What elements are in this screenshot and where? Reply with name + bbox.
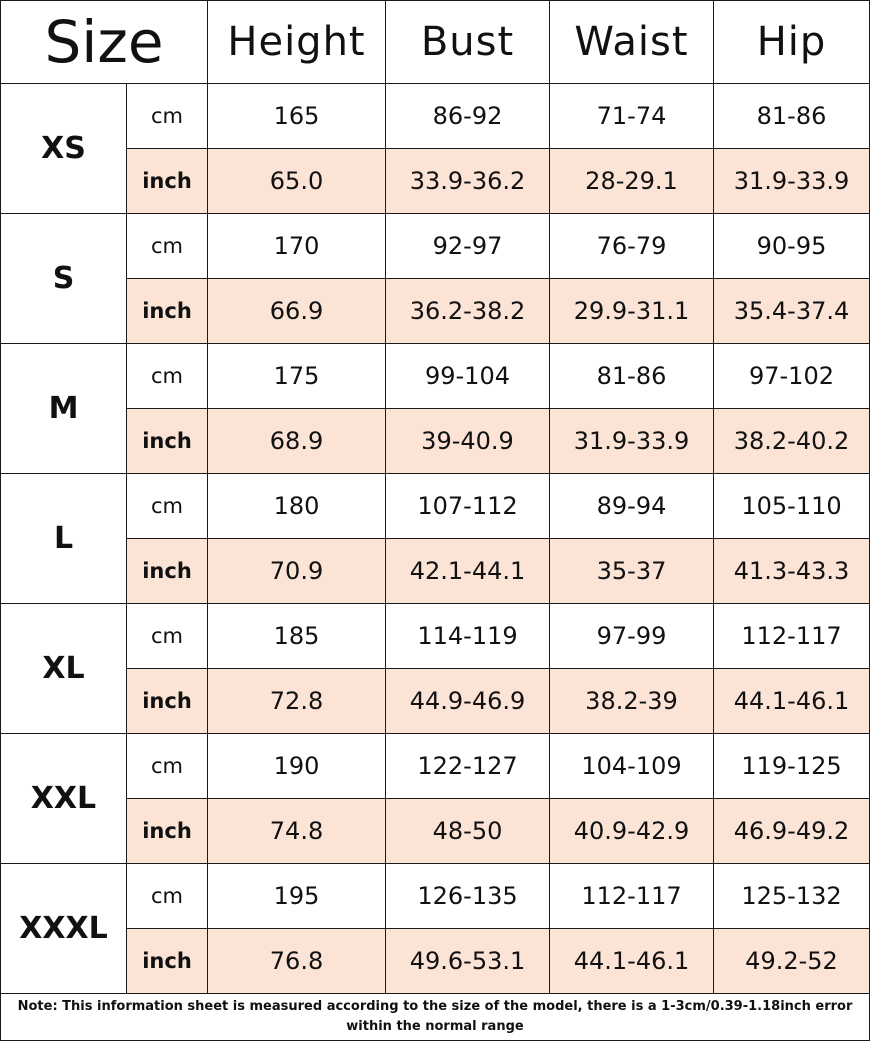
height-inch-cell: 68.9 <box>208 409 386 474</box>
waist-cm-cell: 104-109 <box>550 734 714 799</box>
hip-cm-cell: 97-102 <box>714 344 870 409</box>
hip-inch-cell: 44.1-46.1 <box>714 669 870 734</box>
waist-inch-cell: 28-29.1 <box>550 149 714 214</box>
waist-inch-cell: 35-37 <box>550 539 714 604</box>
bust-cm-cell: 126-135 <box>386 864 550 929</box>
hip-cm-cell: 112-117 <box>714 604 870 669</box>
header-waist: Waist <box>550 1 714 84</box>
height-inch-cell: 76.8 <box>208 929 386 994</box>
size-label: S <box>1 214 127 344</box>
unit-cm: cm <box>127 734 208 799</box>
size-label: XXXL <box>1 864 127 994</box>
table-row-cm <box>1 734 870 799</box>
bust-cm-cell: 107-112 <box>386 474 550 539</box>
hip-inch-cell: 31.9-33.9 <box>714 149 870 214</box>
unit-cm: cm <box>127 864 208 929</box>
bust-inch-cell: 39-40.9 <box>386 409 550 474</box>
waist-inch-cell: 31.9-33.9 <box>550 409 714 474</box>
header-height: Height <box>208 1 386 84</box>
hip-cm-cell: 81-86 <box>714 84 870 149</box>
table-row-cm <box>1 604 870 669</box>
bust-inch-cell: 42.1-44.1 <box>386 539 550 604</box>
unit-inch: inch <box>127 149 208 214</box>
hip-cm-cell: 105-110 <box>714 474 870 539</box>
unit-inch: inch <box>127 539 208 604</box>
waist-inch-cell: 40.9-42.9 <box>550 799 714 864</box>
header-bust: Bust <box>386 1 550 84</box>
bust-cm-cell: 122-127 <box>386 734 550 799</box>
table-row-inch <box>1 279 870 344</box>
hip-cm-cell: 119-125 <box>714 734 870 799</box>
height-inch-cell: 70.9 <box>208 539 386 604</box>
waist-inch-cell: 29.9-31.1 <box>550 279 714 344</box>
bust-inch-cell: 49.6-53.1 <box>386 929 550 994</box>
size-label: L <box>1 474 127 604</box>
table-row-cm <box>1 864 870 929</box>
unit-inch: inch <box>127 929 208 994</box>
height-cm-cell: 175 <box>208 344 386 409</box>
waist-cm-cell: 81-86 <box>550 344 714 409</box>
waist-cm-cell: 89-94 <box>550 474 714 539</box>
hip-inch-cell: 49.2-52 <box>714 929 870 994</box>
measurement-note: Note: This information sheet is measured according to the size of the model, there is a 1-3cm/0.39-1.18inch error within the normal range <box>1 994 870 1041</box>
waist-cm-cell: 97-99 <box>550 604 714 669</box>
table-row-cm <box>1 474 870 539</box>
table-row-cm <box>1 84 870 149</box>
header-hip: Hip <box>714 1 870 84</box>
note-row <box>1 994 870 1041</box>
table-row-inch <box>1 929 870 994</box>
waist-cm-cell: 76-79 <box>550 214 714 279</box>
height-inch-cell: 66.9 <box>208 279 386 344</box>
unit-cm: cm <box>127 214 208 279</box>
height-inch-cell: 72.8 <box>208 669 386 734</box>
unit-inch: inch <box>127 409 208 474</box>
unit-cm: cm <box>127 604 208 669</box>
height-cm-cell: 170 <box>208 214 386 279</box>
bust-inch-cell: 33.9-36.2 <box>386 149 550 214</box>
unit-cm: cm <box>127 474 208 539</box>
unit-inch: inch <box>127 279 208 344</box>
hip-inch-cell: 41.3-43.3 <box>714 539 870 604</box>
size-label: M <box>1 344 127 474</box>
waist-cm-cell: 112-117 <box>550 864 714 929</box>
hip-inch-cell: 38.2-40.2 <box>714 409 870 474</box>
table-row-cm <box>1 344 870 409</box>
unit-cm: cm <box>127 344 208 409</box>
height-cm-cell: 180 <box>208 474 386 539</box>
header-row <box>1 1 870 84</box>
height-cm-cell: 165 <box>208 84 386 149</box>
header-size: Size <box>1 1 208 84</box>
size-label: XXL <box>1 734 127 864</box>
waist-inch-cell: 44.1-46.1 <box>550 929 714 994</box>
bust-inch-cell: 44.9-46.9 <box>386 669 550 734</box>
height-cm-cell: 195 <box>208 864 386 929</box>
table-body <box>1 84 870 994</box>
size-label: XS <box>1 84 127 214</box>
size-label: XL <box>1 604 127 734</box>
table-row-inch <box>1 149 870 214</box>
height-cm-cell: 190 <box>208 734 386 799</box>
unit-inch: inch <box>127 799 208 864</box>
bust-cm-cell: 114-119 <box>386 604 550 669</box>
table-row-inch <box>1 409 870 474</box>
unit-inch: inch <box>127 669 208 734</box>
bust-cm-cell: 99-104 <box>386 344 550 409</box>
hip-inch-cell: 46.9-49.2 <box>714 799 870 864</box>
unit-cm: cm <box>127 84 208 149</box>
height-inch-cell: 74.8 <box>208 799 386 864</box>
height-cm-cell: 185 <box>208 604 386 669</box>
bust-inch-cell: 36.2-38.2 <box>386 279 550 344</box>
hip-cm-cell: 125-132 <box>714 864 870 929</box>
table-row-cm <box>1 214 870 279</box>
table-row-inch <box>1 799 870 864</box>
table-row-inch <box>1 539 870 604</box>
height-inch-cell: 65.0 <box>208 149 386 214</box>
bust-cm-cell: 92-97 <box>386 214 550 279</box>
waist-inch-cell: 38.2-39 <box>550 669 714 734</box>
bust-inch-cell: 48-50 <box>386 799 550 864</box>
hip-inch-cell: 35.4-37.4 <box>714 279 870 344</box>
waist-cm-cell: 71-74 <box>550 84 714 149</box>
table-row-inch <box>1 669 870 734</box>
bust-cm-cell: 86-92 <box>386 84 550 149</box>
hip-cm-cell: 90-95 <box>714 214 870 279</box>
